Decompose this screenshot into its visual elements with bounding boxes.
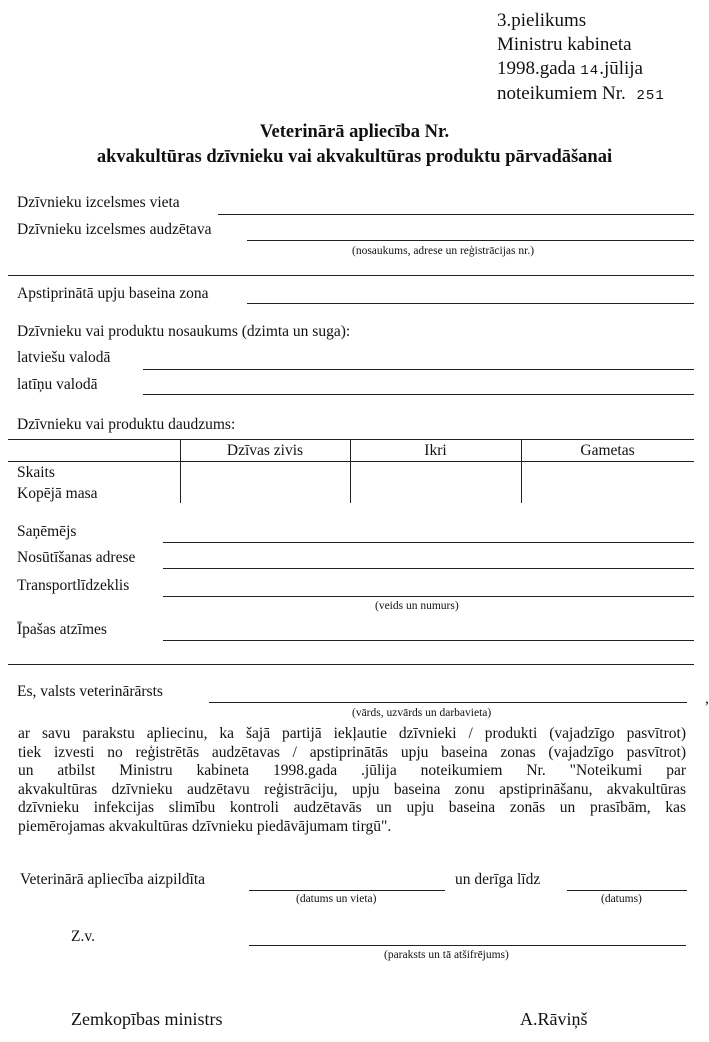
stamp-label: Z.v.: [71, 928, 95, 945]
decree-date: [497, 57, 643, 83]
recipient-line[interactable]: [163, 542, 694, 543]
separator: [8, 275, 694, 276]
origin-farm-caption: (nosaukums, adrese un reģistrācijas nr.): [352, 245, 535, 257]
declaration-comma: ,: [705, 690, 709, 707]
annex-number: 3.pielikums: [497, 10, 587, 31]
date-day: 14: [580, 63, 600, 79]
special-label: Īpašas atzīmes: [17, 621, 107, 638]
valid-until-caption: (datums): [601, 893, 642, 905]
latin-line[interactable]: [143, 394, 694, 395]
issuer: Ministru kabineta: [497, 34, 632, 55]
veterinarian-line[interactable]: [209, 702, 687, 703]
declaration-line: dzīvnieku infekcijas slimību kontroli audzētavās un upju baseina zonās un prasībām, kas: [18, 799, 686, 817]
signature-line[interactable]: [249, 945, 686, 946]
transport-line[interactable]: [163, 596, 694, 597]
approved-zone-label: Apstiprinātā upju baseina zona: [17, 285, 209, 302]
declaration-line: piemērojamas akvakultūras dzīvnieku piedāvājumam tirgū".: [18, 817, 392, 835]
address-label: Nosūtīšanas adrese: [17, 549, 136, 566]
minister-title: Zemkopības ministrs: [71, 1009, 223, 1029]
origin-farm-line[interactable]: [247, 240, 694, 241]
signature-caption: (paraksts un tā atšifrējums): [384, 949, 509, 961]
latin-label: latīņu valodā: [17, 376, 98, 393]
rules-reference: [497, 82, 665, 108]
transport-caption: (veids un numurs): [375, 600, 459, 612]
origin-place-label: Dzīvnieku izcelsmes vieta: [17, 194, 180, 211]
row-label-count: Skaits: [17, 464, 55, 481]
row-label-mass: Kopējā masa: [17, 485, 98, 502]
completed-line[interactable]: [249, 890, 445, 891]
declaration-text: [18, 725, 686, 837]
completed-caption: (datums un vieta): [296, 893, 377, 905]
origin-farm-label: Dzīvnieku izcelsmes audzētava: [17, 221, 212, 238]
approved-zone-line[interactable]: [247, 303, 694, 304]
declaration-line: akvakultūras dzīvnieku audzētavu reģistrāciju, upju baseina zonu apstiprināšanu, akvakultūras: [18, 780, 686, 798]
address-line[interactable]: [163, 568, 694, 569]
latvian-line[interactable]: [143, 369, 694, 370]
document-title: Veterinārā apliecība Nr.: [259, 122, 450, 142]
table-top-border: [8, 439, 694, 440]
completed-label: Veterinārā apliecība aizpildīta: [20, 871, 206, 888]
column-header: Gametas: [580, 442, 635, 459]
rules-label: noteikumiem Nr.: [497, 83, 626, 104]
valid-until-line[interactable]: [567, 890, 687, 891]
transport-label: Transportlīdzeklis: [17, 577, 130, 594]
declaration-line: tiek izvesti no reģistrētās audzētavas / apstiprinātās upju baseina zonas (vajadzīgo pasvītrot): [18, 743, 686, 761]
declaration-line: ar savu parakstu apliecinu, ka šajā partijā iekļautie dzīvnieki / produkti (vajadzīgo pasvītrot): [18, 725, 686, 742]
date-prefix: 1998.gada: [497, 58, 576, 79]
valid-until-label: un derīga līdz: [455, 871, 541, 888]
veterinarian-caption: (vārds, uzvārds un darbavieta): [352, 707, 492, 719]
quantity-heading: Dzīvnieku vai produktu daudzums:: [17, 416, 236, 433]
origin-place-line[interactable]: [218, 214, 694, 215]
special-line[interactable]: [163, 640, 694, 641]
rules-number: 251: [636, 88, 665, 104]
declaration-line: un atbilst Ministru kabineta 1998.gada .jūlija noteikumiem Nr. "Noteikumi par: [18, 762, 686, 780]
recipient-label: Saņēmējs: [17, 523, 77, 540]
table-header-border: [8, 461, 694, 462]
column-header: Dzīvas zivis: [226, 442, 304, 459]
minister-name: A.Rāviņš: [520, 1009, 588, 1029]
document-subtitle: akvakultūras dzīvnieku vai akvakultūras produktu pārvadāšanai: [96, 147, 613, 167]
latvian-label: latviešu valodā: [17, 349, 111, 366]
separator: [8, 664, 694, 665]
column-header: Ikri: [424, 442, 447, 459]
date-month: .jūlija: [599, 58, 643, 79]
name-heading: Dzīvnieku vai produktu nosaukums (dzimta un suga):: [17, 323, 351, 340]
declaration-intro: Es, valsts veterinārārsts: [17, 683, 163, 700]
